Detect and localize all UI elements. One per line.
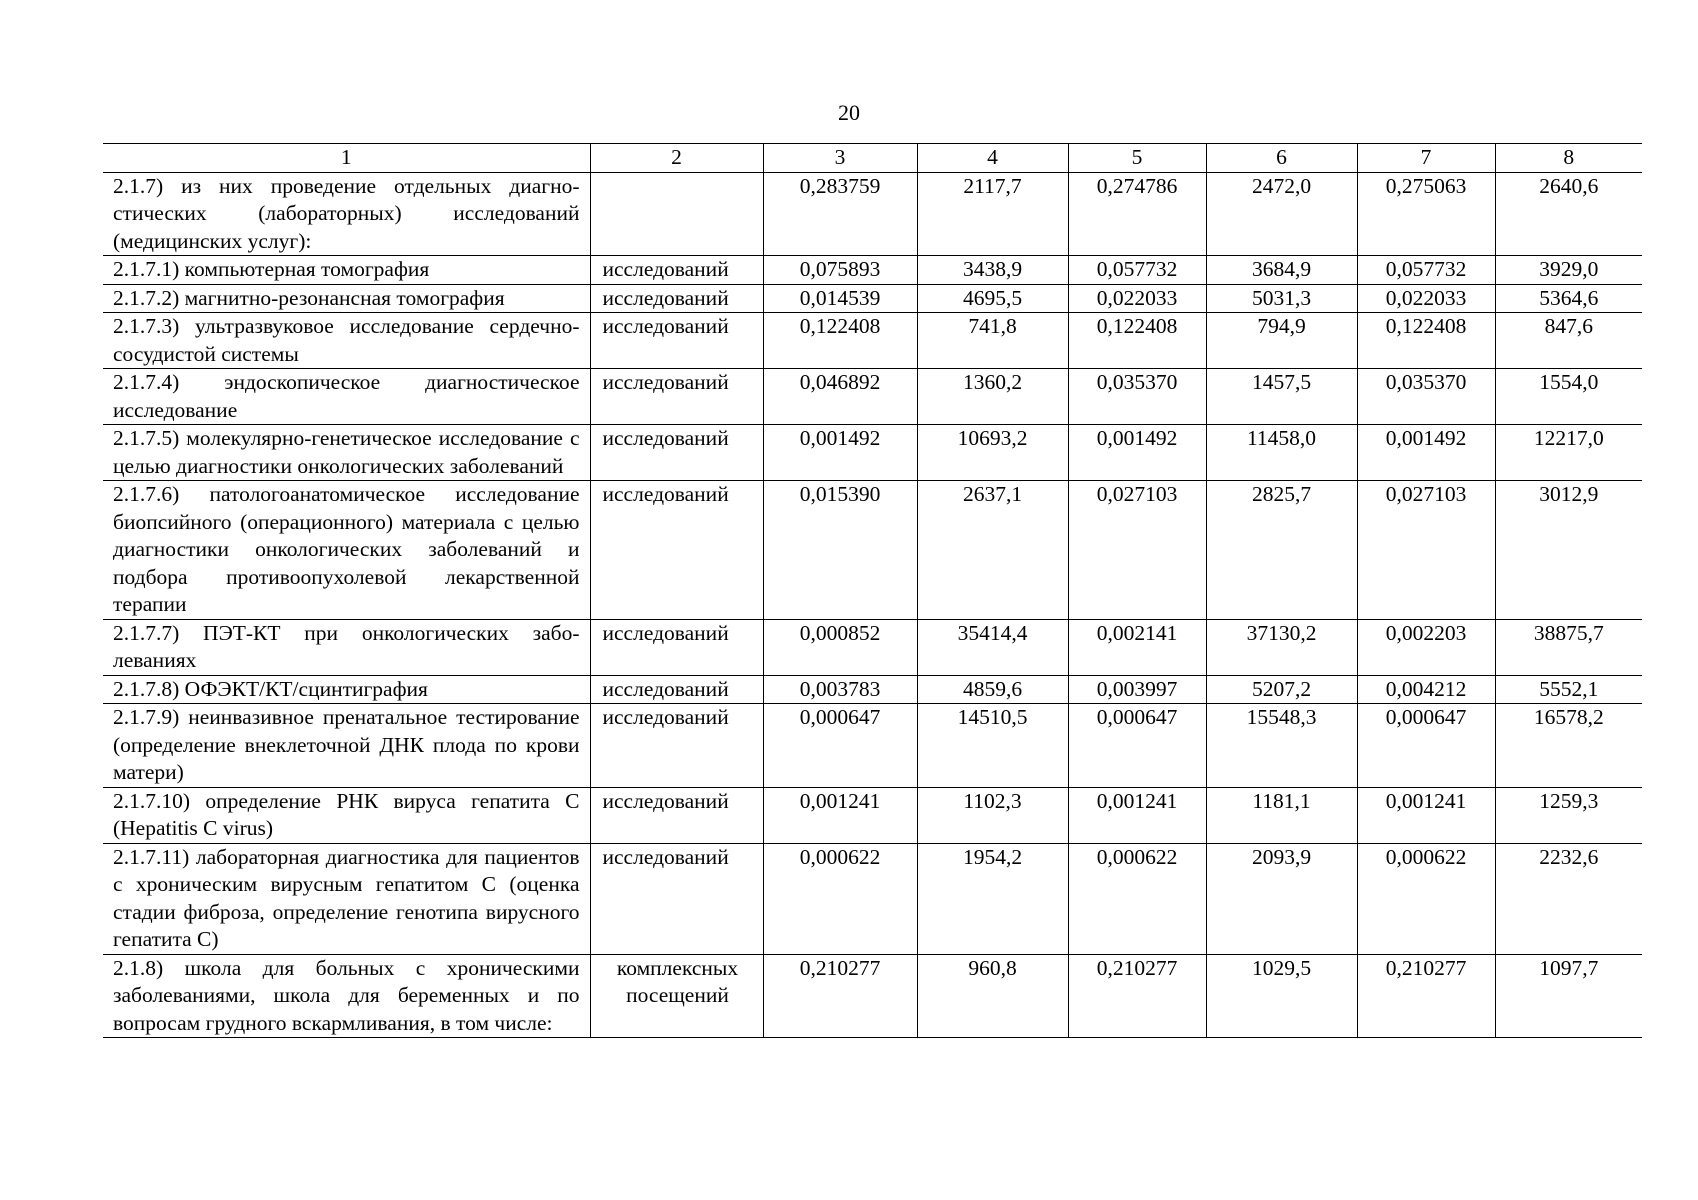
- indicator-name-cell: 2.1.7.7) ПЭТ-КТ при онкологических заболеваниях: [103, 619, 590, 675]
- column-number-header: 6: [1206, 144, 1357, 173]
- indicator-name-cell: 2.1.7.4) эндоскопическое диагностическое исследование: [103, 369, 590, 425]
- table-row: [103, 369, 1642, 425]
- value-cell: 0,035370: [1357, 369, 1495, 425]
- table-row: [103, 256, 1642, 285]
- table-row: [103, 843, 1642, 954]
- unit-cell: исследований: [590, 619, 763, 675]
- indicator-name-cell: 2.1.7.3) ультразвуковое исследование сердечно-сосудистой системы: [103, 313, 590, 369]
- column-number-header: 5: [1068, 144, 1206, 173]
- value-cell: 0,057732: [1068, 256, 1206, 285]
- value-cell: 0,001241: [763, 787, 917, 843]
- value-cell: 16578,2: [1495, 704, 1642, 788]
- value-cell: 0,001492: [763, 425, 917, 481]
- value-cell: 0,046892: [763, 369, 917, 425]
- value-cell: 0,001492: [1357, 425, 1495, 481]
- indicator-name-cell: 2.1.7.2) магнитно-резонансная томография: [103, 284, 590, 313]
- value-cell: 0,122408: [1068, 313, 1206, 369]
- value-cell: 0,210277: [763, 954, 917, 1038]
- indicator-name-cell: 2.1.7.10) определение РНК вируса гепатита C (Hepatitis C virus): [103, 787, 590, 843]
- value-cell: 1554,0: [1495, 369, 1642, 425]
- value-cell: 0,022033: [1357, 284, 1495, 313]
- unit-cell: [590, 172, 763, 256]
- value-cell: 0,000622: [1068, 843, 1206, 954]
- value-cell: 2472,0: [1206, 172, 1357, 256]
- unit-cell: исследований: [590, 787, 763, 843]
- indicator-name-cell: 2.1.7.5) молекулярно-генетическое исследование с целью диагностики онкологических заболеваний: [103, 425, 590, 481]
- unit-cell: исследований: [590, 313, 763, 369]
- value-cell: 0,122408: [1357, 313, 1495, 369]
- value-cell: 0,000647: [1357, 704, 1495, 788]
- unit-cell: исследований: [590, 284, 763, 313]
- header-row: [103, 144, 1642, 173]
- unit-cell: исследований: [590, 481, 763, 620]
- value-cell: 3012,9: [1495, 481, 1642, 620]
- value-cell: 0,075893: [763, 256, 917, 285]
- value-cell: 0,210277: [1068, 954, 1206, 1038]
- value-cell: 0,000622: [1357, 843, 1495, 954]
- unit-cell: комплексных посещений: [590, 954, 763, 1038]
- value-cell: 0,000622: [763, 843, 917, 954]
- indicator-name-cell: 2.1.7) из них проведение отдельных диагностических (лабораторных) исследований (медицинских услуг):: [103, 172, 590, 256]
- value-cell: 794,9: [1206, 313, 1357, 369]
- column-number-header: 3: [763, 144, 917, 173]
- table-body: [103, 172, 1642, 1038]
- value-cell: 2232,6: [1495, 843, 1642, 954]
- indicator-name-cell: 2.1.7.6) патологоанатомическое исследование биопсийного (операционного) материала с целью диагностики онкологических заболеваний и подбора противоопухолевой лекарственной терапии: [103, 481, 590, 620]
- value-cell: 1259,3: [1495, 787, 1642, 843]
- value-cell: 0,027103: [1068, 481, 1206, 620]
- column-number-header: 2: [590, 144, 763, 173]
- column-number-header: 8: [1495, 144, 1642, 173]
- value-cell: 5552,1: [1495, 675, 1642, 704]
- unit-cell: исследований: [590, 843, 763, 954]
- value-cell: 0,015390: [763, 481, 917, 620]
- value-cell: 0,003997: [1068, 675, 1206, 704]
- table-row: [103, 481, 1642, 620]
- table-row: [103, 619, 1642, 675]
- unit-cell: исследований: [590, 425, 763, 481]
- value-cell: 0,122408: [763, 313, 917, 369]
- unit-cell: исследований: [590, 369, 763, 425]
- value-cell: 2640,6: [1495, 172, 1642, 256]
- value-cell: 37130,2: [1206, 619, 1357, 675]
- unit-cell: исследований: [590, 256, 763, 285]
- value-cell: 3929,0: [1495, 256, 1642, 285]
- value-cell: 14510,5: [917, 704, 1068, 788]
- value-cell: 0,000852: [763, 619, 917, 675]
- value-cell: 2117,7: [917, 172, 1068, 256]
- column-number-header: 1: [103, 144, 590, 173]
- value-cell: 1457,5: [1206, 369, 1357, 425]
- value-cell: 10693,2: [917, 425, 1068, 481]
- indicator-name-cell: 2.1.7.11) лабораторная диагностика для пациентов с хроническим вирусным гепатитом C (оценка стадии фиброза, определение генотипа вирусного гепатита C): [103, 843, 590, 954]
- value-cell: 0,000647: [1068, 704, 1206, 788]
- value-cell: 4859,6: [917, 675, 1068, 704]
- value-cell: 0,001492: [1068, 425, 1206, 481]
- table-row: [103, 704, 1642, 788]
- value-cell: 0,057732: [1357, 256, 1495, 285]
- table-row: [103, 425, 1642, 481]
- page-number: 20: [838, 100, 860, 125]
- value-cell: 0,035370: [1068, 369, 1206, 425]
- value-cell: 4695,5: [917, 284, 1068, 313]
- indicator-name-cell: 2.1.8) школа для больных с хроническими заболеваниями, школа для беременных и по вопросам грудного вскармливания, в том числе:: [103, 954, 590, 1038]
- value-cell: 11458,0: [1206, 425, 1357, 481]
- data-table: [103, 143, 1642, 1038]
- value-cell: 2825,7: [1206, 481, 1357, 620]
- indicator-name-cell: 2.1.7.1) компьютерная томография: [103, 256, 590, 285]
- value-cell: 2093,9: [1206, 843, 1357, 954]
- indicator-name-cell: 2.1.7.9) неинвазивное пренатальное тестирование (определение внеклеточной ДНК плода по крови матери): [103, 704, 590, 788]
- column-number-header: 4: [917, 144, 1068, 173]
- value-cell: 0,004212: [1357, 675, 1495, 704]
- value-cell: 0,002203: [1357, 619, 1495, 675]
- table-row: [103, 954, 1642, 1038]
- unit-cell: исследований: [590, 675, 763, 704]
- value-cell: 0,275063: [1357, 172, 1495, 256]
- unit-cell: исследований: [590, 704, 763, 788]
- value-cell: 0,274786: [1068, 172, 1206, 256]
- indicator-name-cell: 2.1.7.8) ОФЭКТ/КТ/сцинтиграфия: [103, 675, 590, 704]
- value-cell: 0,002141: [1068, 619, 1206, 675]
- column-number-header: 7: [1357, 144, 1495, 173]
- value-cell: 0,001241: [1068, 787, 1206, 843]
- value-cell: 0,001241: [1357, 787, 1495, 843]
- value-cell: 1181,1: [1206, 787, 1357, 843]
- table-row: [103, 675, 1642, 704]
- table-row: [103, 313, 1642, 369]
- value-cell: 5364,6: [1495, 284, 1642, 313]
- value-cell: 3438,9: [917, 256, 1068, 285]
- value-cell: 0,003783: [763, 675, 917, 704]
- value-cell: 1097,7: [1495, 954, 1642, 1038]
- value-cell: 12217,0: [1495, 425, 1642, 481]
- value-cell: 0,022033: [1068, 284, 1206, 313]
- value-cell: 5207,2: [1206, 675, 1357, 704]
- table-row: [103, 284, 1642, 313]
- value-cell: 38875,7: [1495, 619, 1642, 675]
- table-row: [103, 787, 1642, 843]
- value-cell: 0,283759: [763, 172, 917, 256]
- value-cell: 0,014539: [763, 284, 917, 313]
- value-cell: 1360,2: [917, 369, 1068, 425]
- value-cell: 5031,3: [1206, 284, 1357, 313]
- value-cell: 35414,4: [917, 619, 1068, 675]
- value-cell: 3684,9: [1206, 256, 1357, 285]
- value-cell: 1102,3: [917, 787, 1068, 843]
- value-cell: 847,6: [1495, 313, 1642, 369]
- value-cell: 0,027103: [1357, 481, 1495, 620]
- value-cell: 2637,1: [917, 481, 1068, 620]
- value-cell: 15548,3: [1206, 704, 1357, 788]
- value-cell: 0,210277: [1357, 954, 1495, 1038]
- value-cell: 741,8: [917, 313, 1068, 369]
- value-cell: 1954,2: [917, 843, 1068, 954]
- value-cell: 960,8: [917, 954, 1068, 1038]
- table-row: [103, 172, 1642, 256]
- value-cell: 0,000647: [763, 704, 917, 788]
- value-cell: 1029,5: [1206, 954, 1357, 1038]
